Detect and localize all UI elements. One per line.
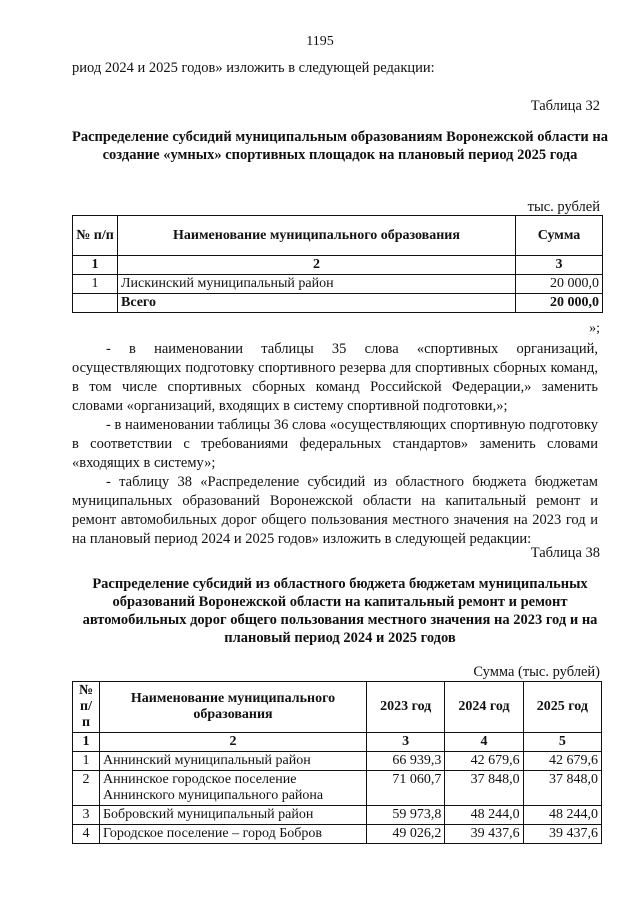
paragraph: - в наименовании таблицы 36 слова «осуществляющих спортивную подготовку в соответствии с требованиями федеральных стандартов» заменить словами «входящих в систему»;	[72, 417, 598, 471]
row-2025: 42 679,6	[523, 752, 601, 771]
row-2023: 66 939,3	[367, 752, 445, 771]
row-name: Аннинское городское поселение Аннинского муниципального района	[100, 771, 367, 806]
row-2023: 49 026,2	[367, 825, 445, 844]
row-2024: 42 679,6	[445, 752, 523, 771]
table32-unit: тыс. рублей	[527, 199, 600, 215]
total-num	[73, 294, 118, 313]
header-num: № п/п	[73, 216, 118, 256]
table-header-row	[73, 216, 603, 256]
row-2025: 48 244,0	[523, 806, 601, 825]
table-colnum-row	[73, 733, 602, 752]
body-paragraphs	[72, 340, 598, 549]
table-row	[73, 806, 602, 825]
table-total-row	[73, 294, 603, 313]
table38-title: Распределение субсидий из областного бюджета бюджетам муниципальных образований Воронежской области на капитальный ремонт и ремонт автомобильных дорог общего пользования местного значения на 2023 год и на плановый период 2024 и 2025 годов	[82, 576, 598, 646]
row-num: 3	[73, 806, 100, 825]
row-name: Городское поселение – город Бобров	[100, 825, 367, 844]
paragraph: - таблицу 38 «Распределение субсидий из областного бюджета бюджетам муниципальных образований Воронежской области на капитальный ремонт и ремонт автомобильных дорог общего пользования местного значения на 2023 год и на плановый период 2024 и 2025 годов» изложить в следующей редакции:	[72, 474, 598, 547]
row-2024: 37 848,0	[445, 771, 523, 806]
table-row	[73, 275, 603, 294]
row-2024: 39 437,6	[445, 825, 523, 844]
table-row	[73, 771, 602, 806]
page-number: 1195	[306, 34, 334, 49]
row-name: Бобровский муниципальный район	[100, 806, 367, 825]
table38	[72, 681, 602, 844]
colnum: 1	[73, 256, 118, 275]
table-header-row	[73, 682, 602, 733]
colnum: 4	[445, 733, 523, 752]
header-2023: 2023 год	[367, 682, 445, 733]
total-label: Всего	[118, 294, 516, 313]
row-2023: 59 973,8	[367, 806, 445, 825]
table32-title: Распределение субсидий муниципальным образованиям Воронежской области на создание «умных» спортивных площадок на плановый период 2025 года	[72, 129, 608, 163]
header-name: Наименование муниципального образования	[100, 682, 367, 733]
table-row	[73, 752, 602, 771]
table32	[72, 215, 603, 313]
header-name: Наименование муниципального образования	[118, 216, 516, 256]
header-2025: 2025 год	[523, 682, 601, 733]
colnum: 5	[523, 733, 601, 752]
colnum: 2	[118, 256, 516, 275]
header-2024: 2024 год	[445, 682, 523, 733]
colnum: 3	[367, 733, 445, 752]
header-sum: Сумма	[516, 216, 603, 256]
intro-line: риод 2024 и 2025 годов» изложить в следующей редакции:	[72, 60, 435, 76]
colnum: 2	[100, 733, 367, 752]
table38-unit: Сумма (тыс. рублей)	[473, 664, 600, 680]
row-num: 1	[73, 752, 100, 771]
table38-label: Таблица 38	[530, 545, 600, 561]
total-sum: 20 000,0	[516, 294, 603, 313]
paragraph: - в наименовании таблицы 35 слова «спортивных организаций, осуществляющих подготовку спортивного резерва для спортивных сборных команд, в том числе спортивных сборных команд Российской Федерации,» заменить словами «организаций, входящих в систему спортивной подготовки,»;	[72, 341, 598, 414]
closing-quote: »;	[589, 321, 600, 336]
row-num: 1	[73, 275, 118, 294]
header-num: № п/п	[73, 682, 100, 733]
table32-label: Таблица 32	[530, 98, 600, 114]
row-sum: 20 000,0	[516, 275, 603, 294]
row-num: 2	[73, 771, 100, 806]
row-num: 4	[73, 825, 100, 844]
row-name: Аннинский муниципальный район	[100, 752, 367, 771]
row-2023: 71 060,7	[367, 771, 445, 806]
colnum: 1	[73, 733, 100, 752]
table-colnum-row	[73, 256, 603, 275]
row-2025: 39 437,6	[523, 825, 601, 844]
row-2024: 48 244,0	[445, 806, 523, 825]
row-name: Лискинский муниципальный район	[118, 275, 516, 294]
colnum: 3	[516, 256, 603, 275]
row-2025: 37 848,0	[523, 771, 601, 806]
table-row	[73, 825, 602, 844]
